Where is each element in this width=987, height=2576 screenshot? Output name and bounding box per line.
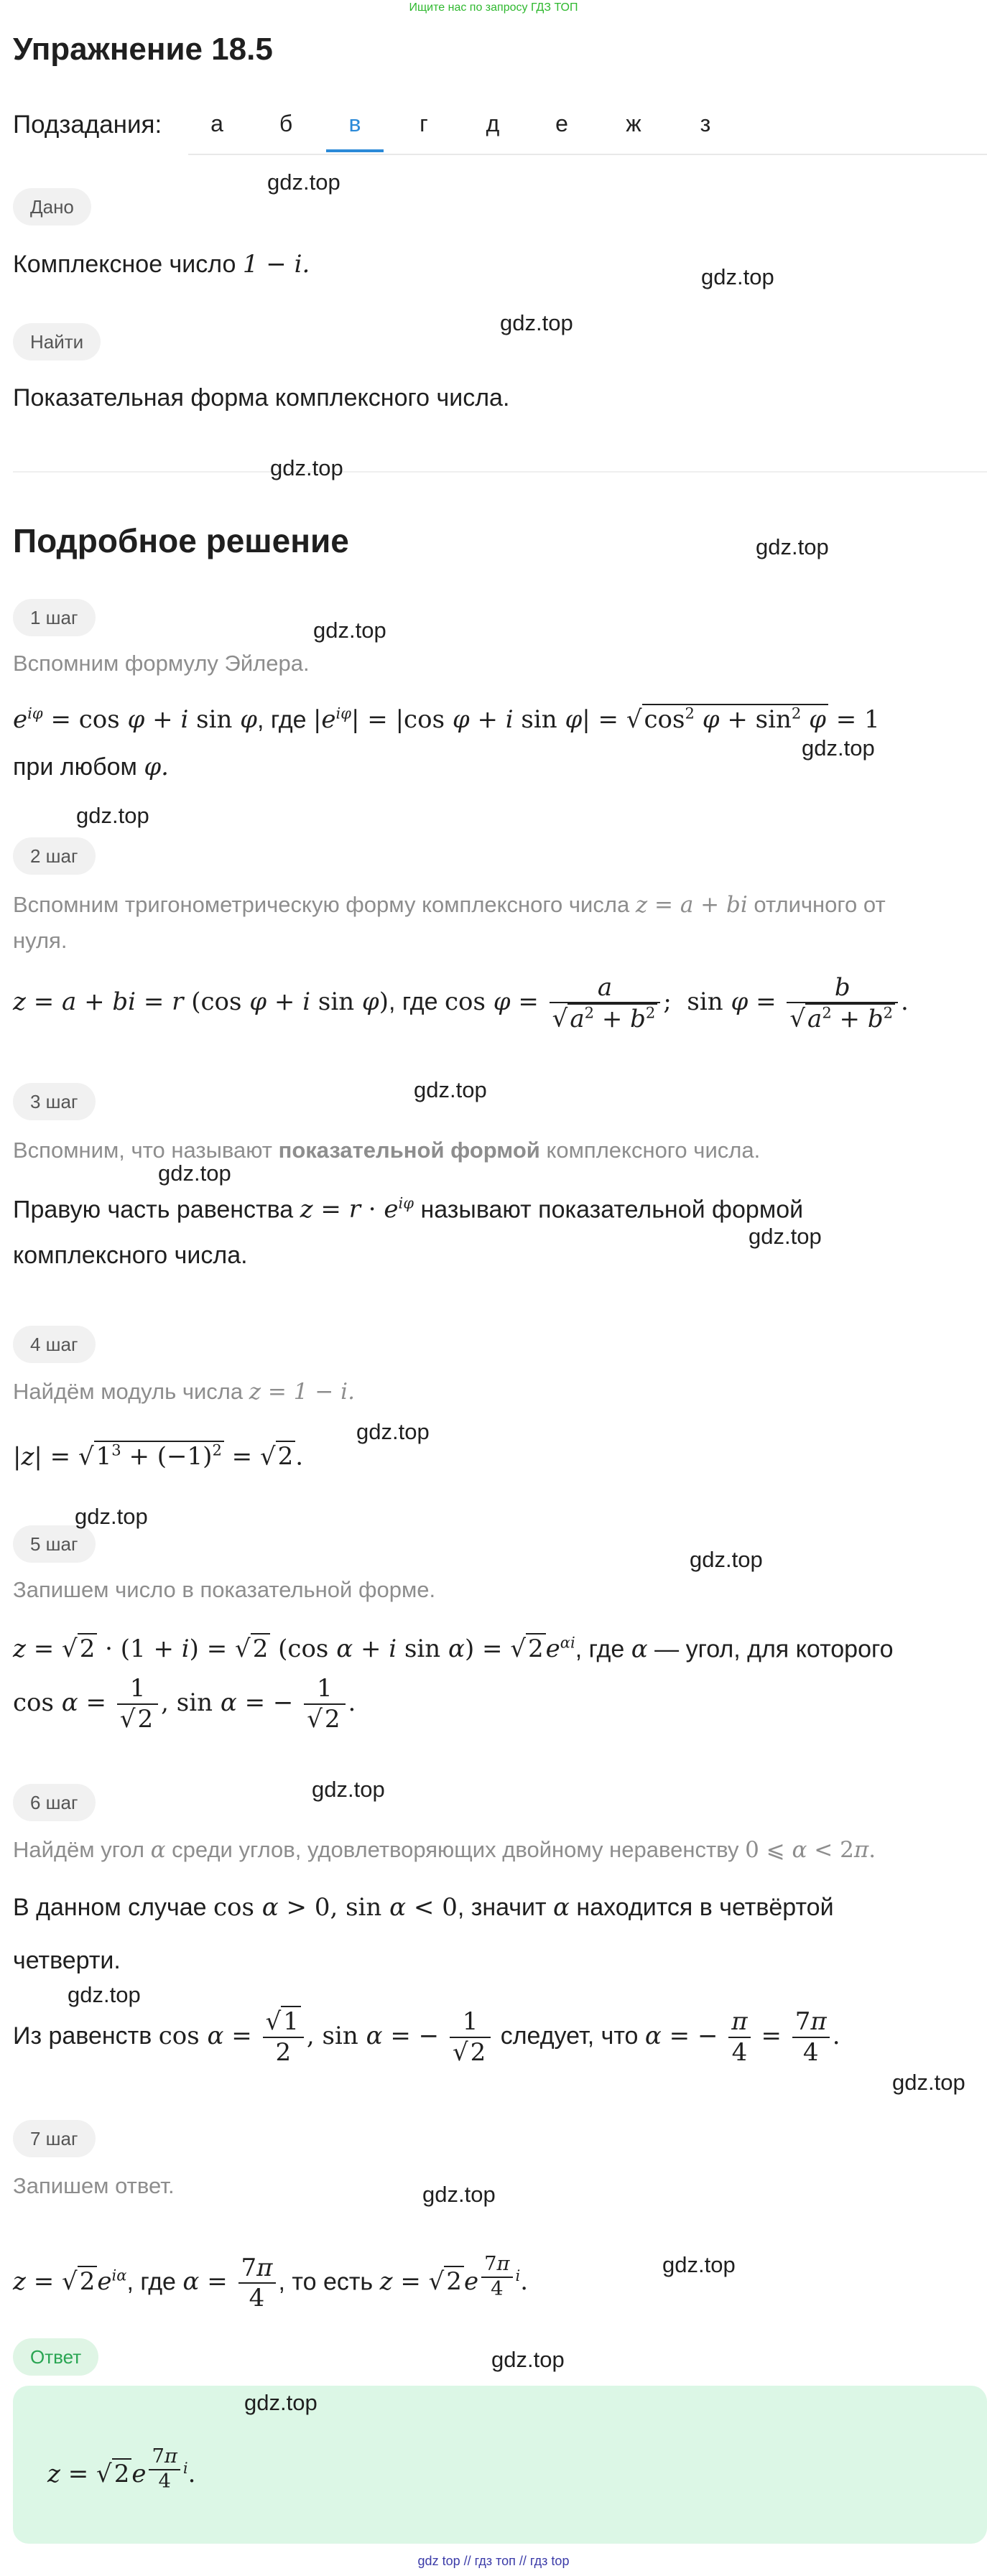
- step6-chip: 6 шаг: [13, 1784, 96, 1821]
- step4-chip: 4 шаг: [13, 1326, 96, 1363]
- solution-heading: Подробное решение: [13, 522, 349, 559]
- tab-zh[interactable]: ж: [626, 111, 641, 136]
- step2-hint-tail: отличного от: [754, 892, 886, 917]
- step2-hint-formula: z = a + bi: [635, 892, 748, 918]
- step6-hint-mid: среди углов, удовлетворяющих двойному неравенству: [165, 1837, 746, 1862]
- page-title: Упражнение 18.5: [13, 32, 273, 67]
- step3-hint-pre: Вспомним, что называют: [13, 1138, 279, 1163]
- step7-formula-b: α = $\frac{7\pi}{4}$: [182, 2267, 278, 2296]
- step6-inequality: 0 ⩽ α < 2π.: [745, 1837, 876, 1863]
- watermark: gdz.top: [892, 2070, 965, 2095]
- step6-alpha-result: α = − $\frac{\pi}{4}$ = $\frac{7\pi}{4}$ .: [644, 2007, 840, 2067]
- tab-a[interactable]: а: [210, 111, 223, 136]
- alpha-values-formula: cos α = $\frac{1}{√2}$ , sin α = − $\frac{1}{√2}$ .: [13, 1674, 356, 1734]
- step5-line1: [13, 1617, 894, 1675]
- given-text-prefix: Комплексное число: [13, 251, 243, 278]
- watermark: gdz.top: [75, 1504, 148, 1529]
- step3-line1-post: называют показательной формой: [414, 1196, 804, 1224]
- step6-hint-pre: Найдём угол: [13, 1837, 151, 1862]
- watermark: gdz.top: [76, 803, 149, 828]
- step6-hint: [13, 1824, 876, 1876]
- step5-line1-mid: , где: [575, 1635, 631, 1663]
- given-chip: Дано: [13, 188, 91, 225]
- step7-line: [13, 2243, 528, 2314]
- subtasks-tabs: [188, 108, 987, 155]
- step6-line3-mid: следует, что: [493, 2022, 645, 2050]
- step6-hint-alpha: α: [150, 1837, 166, 1863]
- answer-chip: Ответ: [13, 2338, 98, 2376]
- step1-where: , где: [256, 706, 313, 734]
- step3-hint-post: комплексного числа.: [539, 1138, 761, 1163]
- step3-formula: $z = r \cdot e^{i\varphi}$: [300, 1194, 414, 1224]
- step3-hint-bold: показательной формой: [278, 1138, 540, 1163]
- answer-formula: [47, 2436, 195, 2506]
- modulus-formula: $|z| = √1^3 + (-1)^2 = √2$.: [13, 1441, 304, 1471]
- step7-mid: , где: [126, 2268, 183, 2296]
- step2-hint-line2: нуля.: [13, 928, 68, 953]
- watermark: gdz.top: [701, 264, 774, 289]
- watermark: gdz.top: [422, 2182, 496, 2207]
- step6-line2: четверти.: [13, 1947, 121, 1974]
- step1-chip: 1 шаг: [13, 599, 96, 636]
- step5-line1-post: — угол, для которого: [647, 1635, 894, 1663]
- watermark: gdz.top: [356, 1419, 430, 1444]
- step5-hint: Запишем число в показательной форме.: [13, 1577, 436, 1602]
- step6-line3-pre: Из равенств: [13, 2022, 159, 2050]
- watermark: gdz.top: [802, 735, 875, 761]
- step2-formula-line: [13, 970, 909, 1034]
- footer[interactable]: gdz top // гдз топ // гдз top: [417, 2554, 570, 2568]
- step5-line2: [13, 1670, 356, 1735]
- step5-alpha: α: [631, 1635, 648, 1664]
- tab-v[interactable]: в: [326, 111, 384, 152]
- watermark: gdz.top: [500, 310, 573, 335]
- watermark: gdz.top: [662, 2252, 736, 2277]
- step3-line1-pre: Правую часть равенства: [13, 1196, 300, 1224]
- step4-hint-pre: Найдём модуль числа: [13, 1379, 249, 1404]
- step1-line2-prefix: при любом: [13, 753, 144, 781]
- step2-hint-text: Вспомним тригонометрическую форму комплексного числа: [13, 892, 630, 917]
- step3-chip: 3 шаг: [13, 1083, 96, 1120]
- step6-equalities: cos α = $\frac{√1}{2}$ , sin α = − $\frac{1}{√2}$: [159, 2022, 494, 2050]
- top-banner[interactable]: Ищите нас по запросу ГДЗ ТОП: [409, 1, 578, 14]
- watermark: gdz.top: [270, 455, 343, 480]
- answer-box: [13, 2386, 987, 2544]
- step3-line2: комплексного числа.: [13, 1242, 248, 1269]
- step2-hint-line1: [13, 879, 886, 931]
- watermark: gdz.top: [749, 1224, 822, 1249]
- step6-line1-post: находится в четвёртой: [569, 1894, 834, 1921]
- step6-signs-formula: cos α > 0, sin α < 0: [213, 1893, 458, 1922]
- euler-formula-left: $e^{i\varphi} = \cos \varphi + i$ sin φ: [13, 705, 257, 735]
- watermark: gdz.top: [491, 2347, 565, 2372]
- answer-formula-math: z = √2e $^{\frac{7\pi}{4} i}$.: [47, 2445, 196, 2493]
- watermark: gdz.top: [756, 534, 829, 559]
- step7-formula-a: $z = √2e^{i\alpha}$: [13, 2266, 127, 2297]
- exp-form-formula: z = √2 · (1 + i) = √2 (cos α + i $\sin \alpha) = √2e^{\alpha i}$: [13, 1634, 575, 1664]
- given-formula: 1 − i.: [242, 250, 310, 279]
- subtasks-label: Подзадания:: [13, 111, 162, 139]
- step7-hint: Запишем ответ.: [13, 2173, 175, 2198]
- tab-z[interactable]: з: [700, 111, 711, 136]
- find-text: Показательная форма комплексного числа.: [13, 384, 510, 411]
- find-chip: Найти: [13, 323, 101, 361]
- watermark: gdz.top: [690, 1547, 763, 1572]
- step6-line1: [13, 1882, 834, 1933]
- tab-d[interactable]: д: [486, 111, 500, 136]
- tab-e[interactable]: е: [555, 111, 568, 136]
- step1-line2-var: φ.: [144, 753, 169, 781]
- watermark: gdz.top: [312, 1777, 385, 1802]
- step7-chip: 7 шаг: [13, 2120, 96, 2157]
- step6-line3: [13, 2004, 840, 2068]
- step1-formula-line: [13, 688, 880, 745]
- watermark: gdz.top: [158, 1161, 231, 1186]
- step5-chip: 5 шаг: [13, 1525, 96, 1563]
- step1-line2: [13, 741, 169, 793]
- step7-mid2: , то есть: [278, 2268, 380, 2296]
- watermark: gdz.top: [68, 1982, 141, 2007]
- step4-hint: [13, 1366, 355, 1418]
- step6-line1-pre: В данном случае: [13, 1894, 213, 1921]
- watermark: gdz.top: [414, 1077, 487, 1102]
- step7-formula-c: z = √2e $^{\frac{7\pi}{4} i}$.: [379, 2252, 529, 2300]
- tab-g[interactable]: г: [420, 111, 428, 136]
- watermark: gdz.top: [267, 169, 340, 195]
- euler-modulus-formula: $|e^{i\varphi}| = |\cos$ φ + i $\sin \varphi| = √\cos^2$ $\varphi + \sin^2 \varphi = 1$: [312, 705, 880, 735]
- step6-line1-mid: , значит: [457, 1894, 553, 1921]
- watermark: gdz.top: [313, 618, 386, 643]
- trig-form-formula: z = a + bi = r (cos φ + i sin φ): [13, 987, 389, 1016]
- step1-hint: Вспомним формулу Эйлера.: [13, 651, 310, 676]
- step2-where: , где: [389, 988, 445, 1015]
- tab-b[interactable]: б: [279, 111, 293, 136]
- step2-chip: 2 шаг: [13, 837, 96, 875]
- divider: [13, 471, 987, 473]
- step6-line1-alpha: α: [553, 1893, 570, 1922]
- step3-line1: [13, 1178, 803, 1235]
- step3-hint: [13, 1125, 760, 1176]
- step4-formula-line: [13, 1425, 303, 1482]
- cos-sin-formula: cos φ = $\frac{a}{√a^2 + b^2}$ ; sin φ = $\frac{b}{√a^2 + b^2}$ .: [444, 972, 909, 1033]
- watermark: gdz.top: [244, 2390, 318, 2415]
- given-text: [13, 238, 310, 290]
- step4-hint-formula: z = 1 − i.: [249, 1379, 355, 1405]
